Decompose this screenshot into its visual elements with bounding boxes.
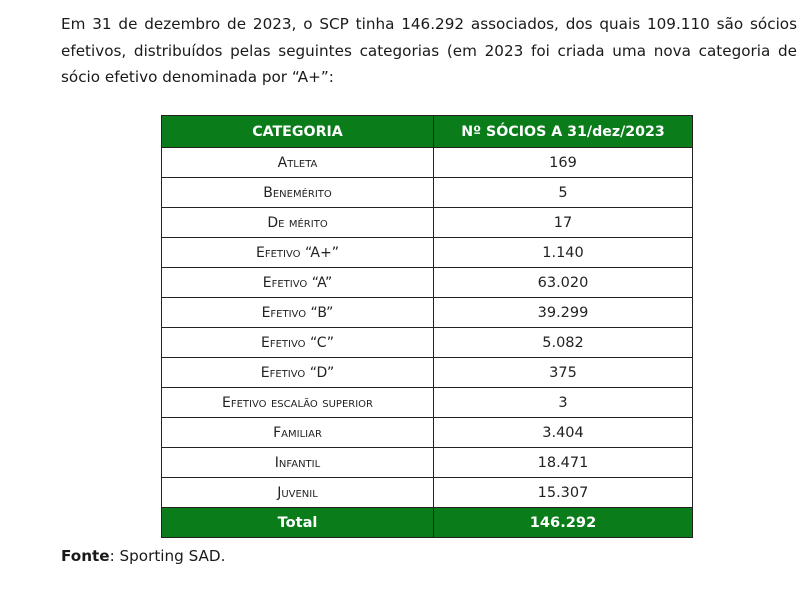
row-category: Juvenil (162, 478, 434, 508)
row-category: Familiar (162, 418, 434, 448)
categories-table (161, 115, 693, 538)
table-row (162, 418, 693, 448)
row-category: Atleta (162, 148, 434, 178)
header-category: CATEGORIA (162, 116, 434, 148)
row-category: Efetivo “A” (162, 268, 434, 298)
row-category: Benemérito (162, 178, 434, 208)
row-count: 3 (434, 388, 693, 418)
row-category: Efetivo “D” (162, 358, 434, 388)
table-header-row (162, 116, 693, 148)
row-category: Efetivo “A+” (162, 238, 434, 268)
row-count: 63.020 (434, 268, 693, 298)
row-category: Efetivo “B” (162, 298, 434, 328)
table-row (162, 298, 693, 328)
table-row (162, 268, 693, 298)
row-category: Infantil (162, 448, 434, 478)
row-count: 169 (434, 148, 693, 178)
total-row (162, 508, 693, 538)
table-row (162, 148, 693, 178)
table-row (162, 478, 693, 508)
row-count: 39.299 (434, 298, 693, 328)
table-row (162, 358, 693, 388)
table-row (162, 448, 693, 478)
row-count: 3.404 (434, 418, 693, 448)
row-count: 18.471 (434, 448, 693, 478)
table-row (162, 328, 693, 358)
source-note (61, 547, 225, 565)
total-label: Total (162, 508, 434, 538)
row-count: 5.082 (434, 328, 693, 358)
row-category: Efetivo escalão superior (162, 388, 434, 418)
header-count: Nº SÓCIOS A 31/dez/2023 (434, 116, 693, 148)
row-category: De mérito (162, 208, 434, 238)
table-row (162, 388, 693, 418)
row-count: 17 (434, 208, 693, 238)
table-row (162, 238, 693, 268)
table-row (162, 208, 693, 238)
intro-paragraph: Em 31 de dezembro de 2023, o SCP tinha 146.292 associados, dos quais 109.110 são sócios efetivos, distribuídos pelas seguintes categorias (em 2023 foi criada uma nova categoria de sócio efetivo denominada por “A+”: (61, 15, 797, 86)
row-count: 1.140 (434, 238, 693, 268)
table-row (162, 178, 693, 208)
row-count: 375 (434, 358, 693, 388)
row-category: Efetivo “C” (162, 328, 434, 358)
total-count: 146.292 (434, 508, 693, 538)
row-count: 15.307 (434, 478, 693, 508)
row-count: 5 (434, 178, 693, 208)
source-text: : Sporting SAD. (109, 547, 226, 565)
source-label: Fonte (61, 547, 110, 565)
